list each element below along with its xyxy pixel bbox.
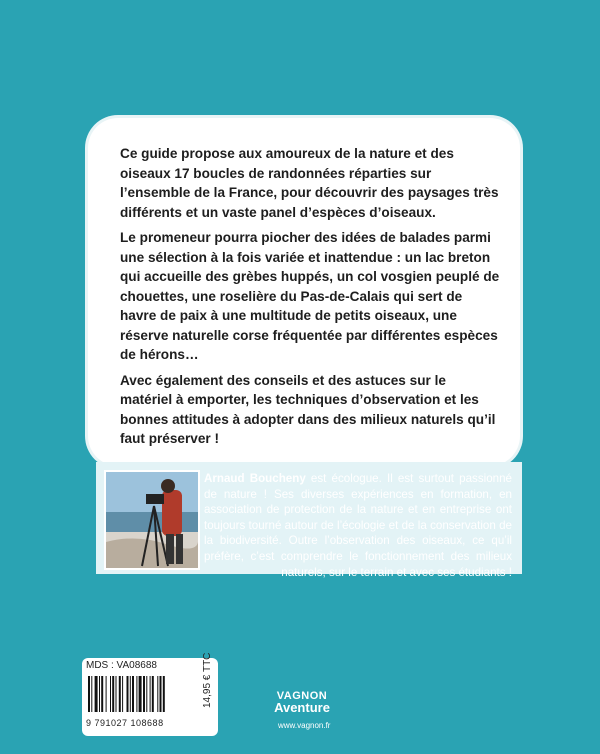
author-name: Arnaud Boucheny — [204, 472, 306, 485]
logo-line-1: VAGNON — [276, 690, 328, 702]
barcode-icon — [88, 676, 200, 712]
blurb-text — [120, 144, 500, 455]
photographer-image-icon — [106, 472, 198, 568]
mds-code: MDS : VA08688 — [86, 660, 157, 671]
blurb-paragraph-1: Ce guide propose aux amoureux de la nature et des oiseaux 17 boucles de randonnées réparties sur l’ensemble de la France, pour découvrir des paysages très différents et un vaste panel d’espèces d’oiseaux. — [120, 146, 499, 220]
publisher-website: www.vagnon.fr — [278, 721, 331, 730]
author-bio-text: est écologue. Il est surtout passionné de nature ! Ses diverses expériences en formation, en association de protection de la nature et en entreprise ont toujours tourné autour de l’écologie et de la conservation de la biodiversité. Outre l’observation des oiseaux, ce qu’il préfère, c’est comprendre le fonctionnement des milieux naturels, sur le terrain et avec ses étudiants ! — [204, 472, 513, 579]
logo-line-2: Aventure — [274, 700, 330, 715]
blurb-paragraph-3: Avec également des conseils et des astuces sur le matériel à emporter, les techniques d’observation et les bonnes attitudes à adopter dans des milieux naturels qu’il faut préserver ! — [120, 372, 496, 446]
publisher-logo — [272, 690, 332, 715]
price: 14,95 € TTC — [202, 652, 213, 708]
author-bio — [204, 471, 512, 580]
blurb-paragraph-2: Le promeneur pourra piocher des idées de balades parmi une sélection à la fois variée et inattendue : un lac breton qui accueille des grèbes huppés, un col vosgien peuplé de chouettes, une roselière du Pas-de-Calais qui sert de havre de paix à une multitude de petits oiseaux, une réserve naturelle corse fréquentée par différentes espèces de hérons… — [120, 230, 500, 362]
author-photo — [104, 470, 200, 570]
isbn-number: 9 791027 108688 — [86, 718, 164, 728]
